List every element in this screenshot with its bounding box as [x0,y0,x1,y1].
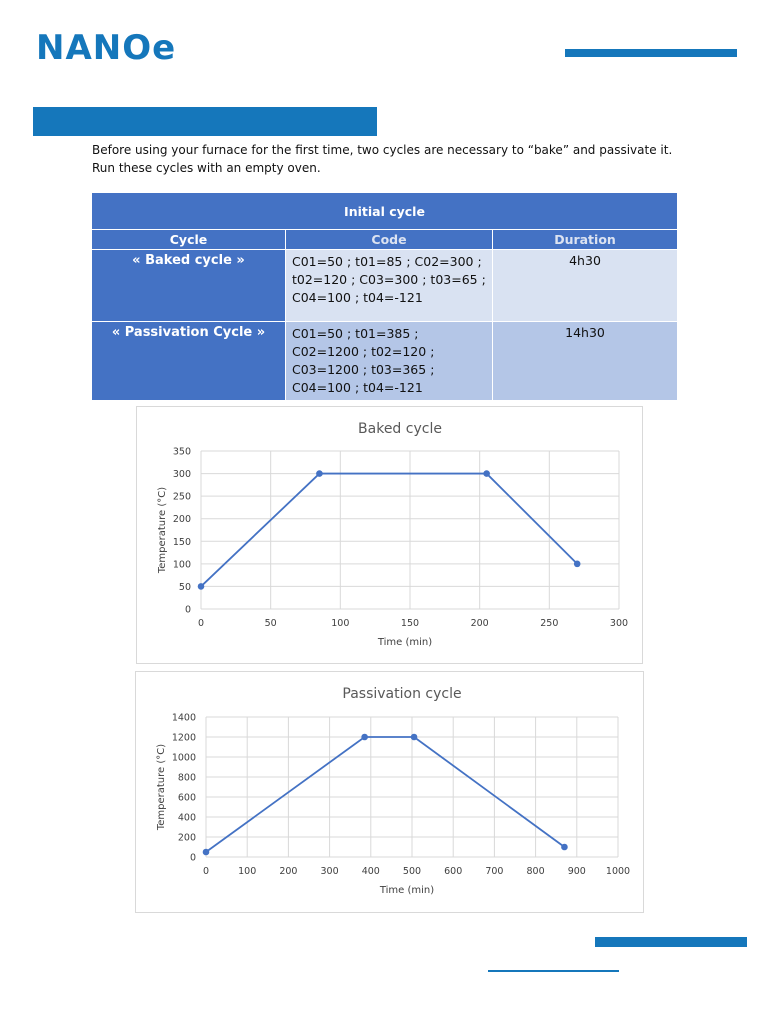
x-tick-label: 0 [202,866,210,877]
series-line [201,474,577,587]
y-tick-label: 50 [178,581,191,593]
data-point [411,734,418,741]
baked-cycle-chart [136,406,643,664]
x-tick-label: 900 [567,866,586,877]
cycle-name: « Passivation Cycle » [92,322,286,401]
header-code: Code [286,230,493,250]
intro-paragraph: Before using your furnace for the first time, two cycles are necessary to “bake” and passivate it. Run these cycles with an empty oven. [92,143,673,175]
y-tick-label: 200 [177,832,196,844]
y-tick-label: 1400 [171,712,196,724]
series-line [206,737,564,852]
y-tick-label: 0 [184,604,191,616]
x-tick-label: 100 [331,618,350,629]
y-axis-label: Temperature (°C) [156,743,167,831]
nanoe-logo: NANOe [36,28,177,68]
data-point [483,470,490,477]
y-tick-label: 250 [172,491,191,503]
y-axis-label: Temperature (°C) [157,486,168,574]
footer-line [488,970,619,972]
section-heading-bar [33,107,377,136]
y-tick-label: 100 [172,559,191,571]
data-point [561,844,568,851]
y-tick-label: 350 [172,446,191,458]
y-tick-label: 1200 [171,732,196,744]
data-point [203,849,210,856]
header-accent-bar [565,49,737,57]
y-tick-label: 200 [172,514,191,526]
y-tick-label: 1000 [171,752,196,764]
y-tick-label: 150 [172,536,191,548]
x-tick-label: 300 [320,866,339,877]
cycle-code: C01=50 ; t01=385 ; C02=1200 ; t02=120 ; C03=1200 ; t03=365 ; C04=100 ; t04=-121 [286,322,493,401]
data-point [361,734,368,741]
footer-accent-bar [595,937,747,947]
x-tick-label: 50 [264,618,277,629]
x-tick-label: 200 [279,866,298,877]
data-point [316,470,323,477]
cycle-duration: 14h30 [493,322,678,401]
table-row [92,322,678,401]
passivation-cycle-chart [135,671,644,913]
chart-title: Passivation cycle [342,686,462,702]
cycle-code: C01=50 ; t01=85 ; C02=300 ; t02=120 ; C03=300 ; t03=65 ; C04=100 ; t04=-121 [286,250,493,322]
x-tick-label: 250 [540,618,559,629]
x-tick-label: 800 [526,866,545,877]
x-tick-label: 700 [485,866,504,877]
x-tick-label: 100 [238,866,257,877]
x-tick-label: 200 [470,618,489,629]
x-axis-label: Time (min) [379,885,435,896]
chart-title: Baked cycle [358,421,442,437]
header-duration: Duration [493,230,678,250]
data-point [574,561,581,568]
x-tick-label: 300 [609,618,629,629]
cycle-duration: 4h30 [493,250,678,322]
baked-cycle-chart-svg [137,407,642,663]
table-row [92,250,678,322]
cycle-name: « Baked cycle » [92,250,286,322]
y-tick-label: 400 [177,812,196,824]
y-tick-label: 600 [177,792,196,804]
y-tick-label: 800 [177,772,196,784]
y-tick-label: 300 [172,469,191,481]
initial-cycle-table [91,192,678,401]
header-cycle: Cycle [92,230,286,250]
x-tick-label: 150 [400,618,420,629]
y-tick-label: 0 [189,852,196,864]
x-tick-label: 500 [402,866,422,877]
x-tick-label: 0 [197,618,205,629]
x-tick-label: 600 [444,866,463,877]
passivation-cycle-chart-svg [136,672,643,912]
x-tick-label: 1000 [605,866,631,877]
x-tick-label: 400 [361,866,380,877]
data-point [198,583,205,590]
x-axis-label: Time (min) [377,637,433,648]
table-title: Initial cycle [92,193,678,230]
